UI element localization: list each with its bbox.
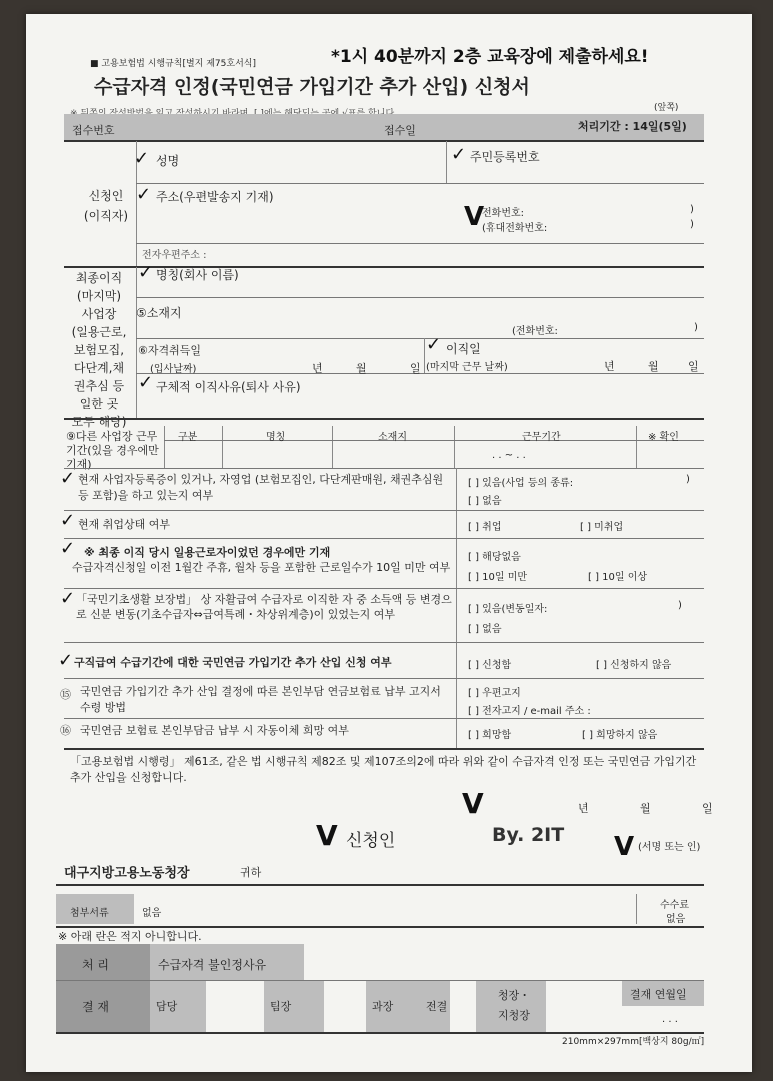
q11-check: ✓ [60, 510, 76, 531]
separation-label: 이직일 [446, 342, 481, 356]
process-label: 처 리 [82, 958, 109, 972]
front-side-label: (앞쪽) [654, 103, 679, 113]
fee-value: 없음 [666, 914, 686, 925]
rrn-check: ✓ [451, 144, 467, 165]
sign-or-seal: (서명 또는 인) [638, 842, 701, 853]
role-team-lead: 팀장 [270, 1000, 292, 1013]
sign-day: 일 [702, 802, 713, 815]
period-dots: . . ~ . . [492, 450, 526, 461]
hire-month: 월 [356, 362, 367, 375]
workplace-label: 최종이직 (마지막) 사업장 (일용근로, 보험모집, 다단계,채 권추심 등 일한 곳 모두 해당) [71, 271, 127, 429]
declaration-text: 「고용보험법 시행령」 제61조, 같은 법 시행규칙 제82조 및 제107조의2에 따라 위와 같이 수급자격 인정 또는 국민연금 가입기간 추가 산입을 신청합니다. [70, 755, 697, 784]
approval-label: 결 재 [82, 1000, 109, 1014]
q11-opt1: [ ] 취업 [468, 522, 502, 533]
applicant-label: 신청인 (이직자) [83, 189, 129, 223]
q15-num: ⑮ [60, 688, 71, 701]
name-check: ✓ [134, 148, 150, 169]
mobile-label: (휴대전화번호: [482, 223, 548, 234]
q14-opt1: [ ] 신청함 [468, 660, 512, 671]
date-mark: V [462, 787, 484, 820]
q12-check: ✓ [60, 538, 76, 559]
q14-check: ✓ [58, 650, 74, 671]
phone-check: V [464, 202, 485, 232]
approval-date-dots: . . . [662, 1014, 678, 1025]
q14-opt2: [ ] 신청하지 않음 [596, 660, 672, 671]
applicant-sign-label: 신청인 [346, 831, 396, 851]
q13-opt2: [ ] 없음 [468, 624, 502, 635]
email-label: 전자우편주소 : [142, 250, 207, 261]
name-label: 성명 [156, 154, 180, 168]
q13-opt1: [ ] 있음(변동일자: [468, 604, 548, 615]
location-label: ⑤소재지 [136, 306, 182, 320]
q12-opt3: [ ] 10일 이상 [588, 572, 648, 583]
hire-year: 년 [312, 362, 323, 375]
rrn-label: 주민등록번호 [470, 150, 540, 164]
role-director: 청장・ 지청장 [497, 989, 531, 1022]
q12-title: ※ 최종 이직 당시 일용근로자이었던 경우에만 기재 [84, 546, 331, 559]
company-check: ✓ [138, 262, 154, 283]
attachments-value: 없음 [142, 908, 162, 919]
q12-text: 수급자격신청일 이전 1월간 주휴, 월차 등을 포함한 근로일수가 10일 미만 여부 [72, 561, 451, 574]
attachments-label: 첨부서류 [70, 908, 109, 919]
acquired-label: ⑥자격취득일 [138, 344, 201, 357]
q16-num: ⑯ [60, 724, 71, 737]
q13-text: 「국민기초생활 보장법」 상 자활급여 수급자로 이직한 자 중 소득액 등 변경으로 신분 변동(기초수급자⇔급여특례・차상위계층)이 있었는지 여부 [76, 593, 452, 621]
address-check: ✓ [136, 184, 152, 205]
sep-day: 일 [688, 360, 699, 373]
q16-opt1: [ ] 희망함 [468, 730, 512, 741]
q15-text: 국민연금 가입기간 추가 산입 결정에 따른 본인부담 연금보험료 납부 고지서 수령 방법 [80, 685, 441, 714]
q12-opt2: [ ] 10일 미만 [468, 572, 528, 583]
company-name-label: 명칭(회사 이름) [156, 268, 239, 282]
q16-opt2: [ ] 희망하지 않음 [582, 730, 658, 741]
receipt-date-label: 접수일 [384, 124, 416, 137]
recipient-office: 대구지방고용노동청장 [64, 866, 190, 881]
q15-opt1: [ ] 우편고지 [468, 688, 521, 699]
last-day-label: (마지막 근무 날짜) [426, 362, 508, 373]
address-label: 주소(우편발송지 기재) [156, 190, 274, 204]
hire-day: 일 [410, 362, 421, 375]
sep-year: 년 [604, 360, 615, 373]
receipt-number-label: 접수번호 [72, 124, 115, 137]
q10-opt1: [ ] 있음(사업 등의 종류: [468, 478, 574, 489]
applicant-sign-mark: V [316, 819, 338, 852]
col-name: 명칭 [266, 432, 286, 443]
q12-opt1: [ ] 해당없음 [468, 552, 521, 563]
phone-paren: ) [690, 204, 694, 215]
workplace-phone-paren: ) [694, 322, 698, 333]
workplace-phone-label: (전화번호: [512, 326, 558, 337]
q10-text: 현재 사업자등록증이 있거나, 자영업 (보험모집인, 다단계판매원, 채권추심원 등 포함)을 하고 있는지 여부 [78, 473, 444, 502]
process-value: 수급자격 불인정사유 [158, 958, 267, 972]
form-title: 수급자격 인정(국민연금 가입기간 추가 산입) 신청서 [94, 76, 530, 98]
role-delegated: 전결 [426, 1000, 448, 1013]
phone-label: 전화번호: [482, 208, 525, 219]
q15-opt2: [ ] 전자고지 / e-mail 주소 : [468, 706, 591, 717]
role-staff: 담당 [156, 1000, 178, 1013]
q11-text: 현재 취업상태 여부 [78, 518, 171, 531]
reason-label: 구체적 이직사유(퇴사 사유) [156, 380, 301, 394]
separation-check: ✓ [426, 334, 442, 355]
paper-spec: 210mm×297mm[백상지 80g/㎡] [562, 1037, 705, 1047]
col-type: 구분 [178, 432, 198, 443]
q14-text: 구직급여 수급기간에 대한 국민연금 가입기간 추가 산입 신청 여부 [74, 656, 392, 669]
hire-date-label: (입사날짜) [150, 364, 197, 375]
reason-check: ✓ [138, 372, 154, 393]
sep-month: 월 [648, 360, 659, 373]
col-period: 근무기간 [522, 432, 561, 443]
sign-mark: V [614, 832, 635, 862]
q10-check: ✓ [60, 468, 76, 489]
sign-month: 월 [640, 802, 651, 815]
col-confirm: ※ 확인 [648, 432, 679, 443]
mobile-paren: ) [690, 219, 694, 230]
handwritten-note: *1시 40분까지 2층 교육장에 제출하세요! [331, 47, 649, 67]
approval-date-label: 결재 연월일 [630, 988, 687, 1001]
col-location: 소재지 [378, 432, 407, 443]
role-section-chief: 과장 [372, 1000, 394, 1013]
recipient-suffix: 귀하 [240, 866, 262, 879]
q13-paren: ) [678, 600, 682, 611]
q13-check: ✓ [60, 588, 76, 609]
office-use-note: ※ 아래 란은 적지 아니합니다. [58, 930, 202, 943]
q11-opt2: [ ] 미취업 [580, 522, 624, 533]
sign-year: 년 [578, 802, 589, 815]
other-work-label: ⑨다른 사업장 근무기간(있을 경우에만 기재) [66, 430, 159, 471]
q10-paren: ) [686, 474, 690, 485]
q10-opt2: [ ] 없음 [468, 496, 502, 507]
processing-period: 처리기간 : 14일(5일) [578, 120, 687, 133]
form-paper [26, 14, 752, 1072]
form-reference: ■ 고용보험법 시행규칙[별지 제75호서식] [90, 59, 256, 69]
q16-text: 국민연금 보험료 본인부담금 납부 시 자동이체 희망 여부 [80, 724, 349, 737]
fee-label: 수수료 [660, 900, 689, 911]
watermark: By. 2IT [492, 824, 565, 846]
